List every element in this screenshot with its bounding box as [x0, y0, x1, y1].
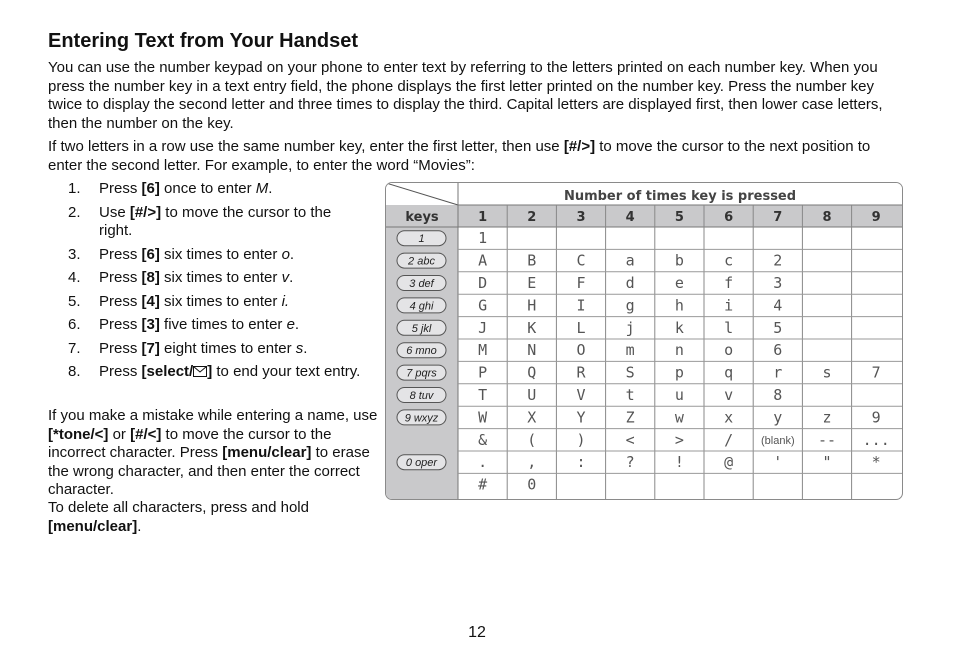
mistake-key-1: [*tone/<]	[48, 425, 109, 443]
key-press-table	[385, 182, 903, 500]
step-item	[68, 293, 368, 312]
step-number: 4.	[68, 269, 81, 286]
example-key: [#/>]	[563, 138, 596, 155]
key-label: 3 def	[409, 278, 434, 290]
step-text	[99, 269, 368, 288]
step-item	[68, 180, 368, 199]
step-text-post: .	[303, 339, 308, 357]
char-cell: ...	[862, 430, 890, 449]
mistake-text-b: or	[108, 425, 131, 443]
step-text-post: .	[289, 245, 295, 263]
char-cell: .	[478, 453, 488, 472]
char-cell: U	[527, 386, 537, 404]
step-text	[99, 340, 368, 359]
step-text-post: .	[289, 269, 294, 286]
char-cell: 7	[871, 363, 881, 382]
step-target-char: M	[255, 180, 269, 197]
envelope-icon	[193, 364, 207, 375]
column-header-1: 1	[478, 210, 488, 225]
step-text-mid: to move the cursor to the right.	[99, 203, 332, 239]
step-text-mid: once to enter	[159, 180, 256, 197]
char-cell: K	[527, 318, 537, 337]
delete-text-b: .	[137, 517, 142, 535]
mistake-key-2: [#/<]	[130, 425, 162, 443]
char-cell: P	[478, 363, 488, 382]
delete-text-a: To delete all characters, press and hold	[48, 499, 309, 516]
step-target-char: i.	[281, 292, 290, 310]
step-number: 6.	[68, 316, 81, 333]
char-cell: R	[576, 363, 586, 382]
step-text-pre: Press	[99, 180, 142, 197]
example-text-b: to move the cursor to the next position to enter the second letter. For example, to enter the word “Movies”:	[48, 138, 871, 174]
char-cell: Z	[625, 408, 635, 427]
char-cell: I	[576, 296, 586, 315]
step-number: 8.	[68, 363, 81, 380]
step-text-post: .	[268, 180, 273, 197]
step-text	[99, 363, 368, 382]
char-cell: 2	[773, 251, 783, 270]
step-text	[99, 204, 368, 241]
step-key-end: ]	[207, 363, 213, 380]
step-number: 3.	[68, 245, 81, 263]
step-text-pre: Press	[99, 292, 142, 310]
char-cell: e	[674, 274, 684, 292]
char-cell: z	[822, 408, 832, 427]
column-header-2: 2	[527, 210, 537, 225]
step-item	[68, 246, 368, 265]
char-cell: L	[576, 318, 586, 337]
step-text-pre: Use	[99, 203, 130, 221]
char-cell: j	[625, 318, 635, 337]
key-label: 5 jkl	[411, 322, 432, 335]
char-cell: h	[674, 296, 684, 315]
char-cell: 4	[773, 296, 783, 315]
step-text-pre: Press	[99, 316, 142, 333]
char-cell: n	[674, 341, 684, 360]
step-text-post: .	[294, 316, 300, 333]
column-header-3: 3	[576, 210, 586, 225]
char-cell: F	[576, 274, 586, 292]
char-cell: a	[625, 251, 635, 270]
char-cell: M	[478, 341, 488, 360]
page-number: 12	[468, 624, 486, 641]
char-cell: *	[871, 453, 881, 472]
char-cell: &	[478, 430, 488, 449]
key-press-table-graphic	[386, 183, 902, 499]
key-label: 2 abc	[408, 255, 435, 268]
char-cell: k	[674, 318, 684, 337]
delete-key: [menu/clear]	[48, 517, 138, 535]
mistake-text-d: to erase the wrong character, and then enter the correct character.	[48, 444, 370, 498]
char-cell: 6	[773, 341, 783, 360]
key-label: 9 wxyz	[404, 412, 439, 425]
table-header-title: Number of times key is pressed	[563, 189, 797, 204]
char-cell: 5	[773, 318, 783, 337]
char-cell: <	[625, 430, 635, 449]
step-text-pre: Press	[99, 339, 142, 357]
step-key: [7]	[141, 339, 160, 357]
char-cell: ?	[625, 453, 635, 472]
step-key: [4]	[141, 292, 160, 310]
step-number: 1.	[68, 180, 81, 197]
char-cell: C	[576, 251, 586, 270]
char-cell: W	[478, 408, 488, 427]
key-label: 8 tuv	[409, 390, 434, 402]
step-text	[99, 180, 368, 199]
char-cell: :	[576, 453, 586, 472]
step-target-char: o	[281, 245, 290, 263]
char-cell: u	[674, 386, 684, 404]
column-header-9: 9	[871, 210, 881, 225]
step-text-mid: six times to enter	[159, 245, 282, 263]
column-header-7: 7	[773, 210, 783, 225]
step-number: 7.	[68, 339, 81, 357]
char-cell: J	[478, 318, 488, 337]
char-cell: 0	[527, 475, 537, 494]
keys-header: keys	[405, 210, 439, 225]
step-key: [6]	[141, 245, 160, 263]
step-text-mid: to end your text entry.	[212, 363, 361, 380]
column-header-6: 6	[724, 210, 734, 225]
char-cell: 9	[871, 408, 881, 427]
step-number: 2.	[68, 203, 81, 221]
step-text	[99, 246, 368, 265]
char-cell: !	[674, 453, 684, 472]
char-cell: y	[773, 408, 783, 427]
step-target-char: s	[295, 339, 304, 357]
char-cell: m	[625, 341, 635, 360]
key-label: 1	[418, 233, 425, 246]
step-text-mid: five times to enter	[159, 316, 287, 333]
char-cell: Q	[527, 363, 537, 382]
step-text-pre: Press	[99, 269, 142, 286]
char-cell: c	[724, 251, 734, 270]
char-cell: d	[625, 274, 635, 292]
char-cell: V	[576, 386, 586, 404]
step-text-mid: eight times to enter	[159, 339, 296, 357]
char-cell: B	[527, 251, 537, 270]
char-cell: O	[576, 341, 586, 360]
char-cell: 3	[773, 274, 783, 292]
key-label: 7 pqrs	[406, 367, 437, 380]
char-cell: H	[527, 296, 537, 315]
char-cell: G	[478, 296, 488, 315]
step-text-mid: six times to enter	[159, 292, 282, 310]
step-number: 5.	[68, 292, 81, 310]
mistake-text-c: to move the cursor to the incorrect character. Press	[48, 425, 332, 461]
char-cell: 1	[478, 229, 488, 248]
char-cell: '	[773, 453, 783, 472]
char-cell: (blank)	[760, 434, 795, 447]
char-cell: X	[527, 408, 537, 427]
step-key: [#/>]	[129, 203, 162, 221]
char-cell: >	[674, 430, 684, 449]
step-item	[68, 363, 368, 382]
char-cell: Y	[576, 408, 586, 427]
key-label: 4 ghi	[409, 300, 434, 313]
char-cell: T	[478, 386, 488, 404]
char-cell: i	[724, 296, 734, 315]
char-cell: /	[724, 430, 734, 449]
char-cell: v	[724, 386, 734, 404]
mistake-key-3: [menu/clear]	[222, 444, 312, 461]
example-text-a: If two letters in a row use the same number key, enter the first letter, then use	[48, 138, 564, 155]
char-cell: (	[527, 430, 537, 449]
step-target-char: v	[281, 269, 290, 286]
char-cell: p	[674, 363, 684, 382]
step-text-pre: Press	[99, 363, 142, 380]
char-cell: w	[674, 408, 684, 427]
steps-list	[68, 180, 368, 387]
column-header-8: 8	[822, 210, 832, 225]
char-cell: g	[625, 296, 635, 315]
char-cell: b	[674, 251, 684, 270]
step-item	[68, 204, 368, 241]
char-cell: x	[724, 408, 734, 427]
intro-paragraph: You can use the number keypad on your phone to enter text by referring to the letters printed on each number key. When you press the number key in a text entry field, the phone displays the first letter printed on the number key. Press the number key twice to display the second letter and three times to display the third. Capital letters are displayed first, then lower case letters, then the number on the key.	[48, 59, 883, 132]
char-cell: D	[478, 274, 488, 292]
char-cell: --	[817, 430, 837, 449]
page-title: Entering Text from Your Handset	[48, 30, 359, 52]
step-item	[68, 316, 368, 335]
delete-paragraph	[48, 499, 378, 536]
step-key: [6]	[141, 180, 160, 197]
char-cell: "	[822, 453, 832, 472]
step-key: [select/	[141, 363, 194, 380]
char-cell: )	[576, 430, 586, 449]
char-cell: f	[724, 274, 734, 292]
step-item	[68, 340, 368, 359]
char-cell: r	[773, 363, 783, 382]
column-header-4: 4	[625, 210, 635, 225]
char-cell: q	[724, 363, 734, 382]
char-cell: t	[625, 386, 635, 404]
step-text-mid: six times to enter	[159, 269, 282, 286]
char-cell: 8	[773, 386, 783, 404]
char-cell: #	[478, 475, 488, 494]
step-text	[99, 316, 368, 335]
char-cell: A	[478, 251, 488, 270]
step-target-char: e	[286, 316, 295, 333]
key-label: 0 oper	[405, 457, 438, 470]
example-paragraph	[48, 138, 898, 175]
char-cell: @	[724, 453, 734, 472]
char-cell: o	[724, 341, 734, 360]
step-key: [8]	[141, 269, 160, 286]
char-cell: ,	[527, 453, 537, 472]
column-header-5: 5	[674, 210, 684, 225]
char-cell: s	[822, 363, 832, 382]
mistake-text-a: If you make a mistake while entering a name, use	[48, 407, 378, 424]
char-cell: S	[625, 363, 635, 382]
step-item	[68, 269, 368, 288]
char-cell: N	[527, 341, 537, 360]
step-text-pre: Press	[99, 245, 142, 263]
step-key: [3]	[141, 316, 160, 333]
step-text	[99, 293, 368, 312]
mistake-paragraph	[48, 407, 378, 500]
char-cell: E	[527, 274, 537, 292]
key-label: 6 mno	[406, 345, 437, 358]
char-cell: l	[724, 318, 734, 337]
